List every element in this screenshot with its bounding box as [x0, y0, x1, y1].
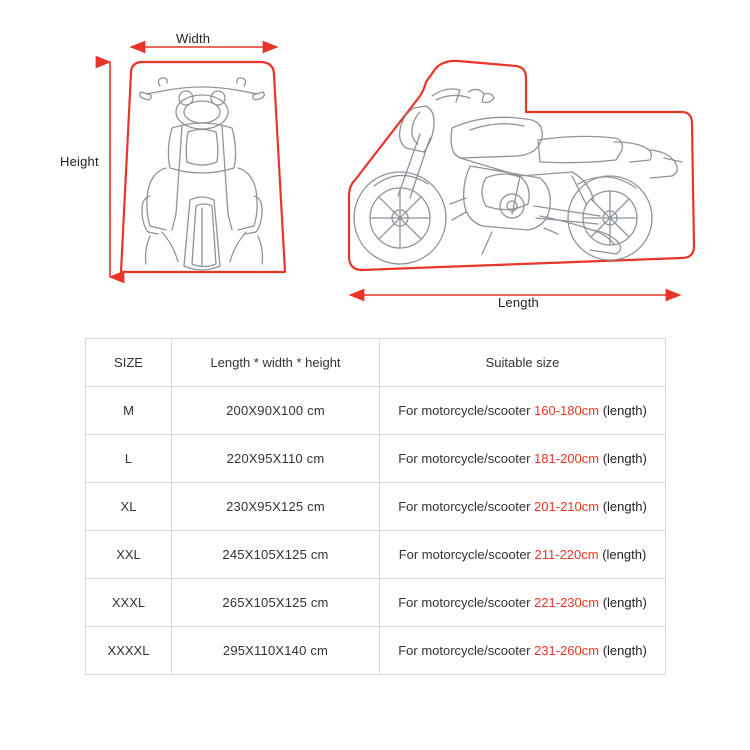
size-table	[85, 338, 666, 675]
cell-suitable-size	[380, 627, 666, 675]
table-row	[86, 579, 666, 627]
size-chart	[85, 338, 665, 675]
suitable-range: 181-200cm	[534, 451, 600, 466]
cell-size: L	[86, 435, 172, 483]
cell-dimensions: 265X105X125 cm	[172, 579, 380, 627]
suitable-prefix: For motorcycle/scooter	[398, 451, 535, 466]
cell-suitable-size	[380, 579, 666, 627]
table-row	[86, 627, 666, 675]
suitable-range: 221-230cm	[534, 595, 600, 610]
table-header-row	[86, 339, 666, 387]
front-view-group	[110, 47, 285, 277]
column-header-dims: Length * width * height	[172, 339, 380, 387]
cell-dimensions: 230X95X125 cm	[172, 483, 380, 531]
width-label: Width	[176, 31, 211, 46]
table-body	[86, 387, 666, 675]
motorcycle-side-illustration	[354, 89, 682, 264]
suitable-range: 211-220cm	[534, 547, 599, 562]
cell-suitable-size	[380, 483, 666, 531]
cell-suitable-size	[380, 531, 666, 579]
table-row	[86, 531, 666, 579]
cell-dimensions: 295X110X140 cm	[172, 627, 380, 675]
suitable-range: 160-180cm	[534, 403, 600, 418]
suitable-prefix: For motorcycle/scooter	[398, 547, 535, 562]
cell-suitable-size	[380, 387, 666, 435]
suitable-range: 231-260cm	[534, 643, 600, 658]
suitable-suffix: (length)	[599, 643, 647, 658]
suitable-prefix: For motorcycle/scooter	[398, 595, 535, 610]
height-label: Height	[60, 154, 99, 169]
cell-dimensions: 245X105X125 cm	[172, 531, 380, 579]
cell-size: M	[86, 387, 172, 435]
diagram-svg	[0, 0, 750, 330]
cell-size: XXXXL	[86, 627, 172, 675]
suitable-suffix: (length)	[599, 595, 647, 610]
column-header-suitable: Suitable size	[380, 339, 666, 387]
side-view-group	[349, 61, 694, 295]
suitable-range: 201-210cm	[534, 499, 600, 514]
side-cover-outline	[349, 61, 694, 270]
cell-size: XL	[86, 483, 172, 531]
suitable-suffix: (length)	[598, 547, 647, 562]
suitable-prefix: For motorcycle/scooter	[398, 499, 535, 514]
table-row	[86, 435, 666, 483]
motorcycle-front-illustration	[140, 78, 265, 270]
suitable-prefix: For motorcycle/scooter	[398, 403, 535, 418]
cell-suitable-size	[380, 435, 666, 483]
cell-dimensions: 200X90X100 cm	[172, 387, 380, 435]
column-header-size: SIZE	[86, 339, 172, 387]
suitable-suffix: (length)	[599, 451, 647, 466]
product-size-diagram	[0, 0, 750, 330]
cell-size: XXXL	[86, 579, 172, 627]
suitable-prefix: For motorcycle/scooter	[398, 643, 535, 658]
table-row	[86, 483, 666, 531]
cell-dimensions: 220X95X110 cm	[172, 435, 380, 483]
table-row	[86, 387, 666, 435]
length-label: Length	[498, 295, 539, 310]
cell-size: XXL	[86, 531, 172, 579]
suitable-suffix: (length)	[599, 499, 647, 514]
suitable-suffix: (length)	[599, 403, 647, 418]
